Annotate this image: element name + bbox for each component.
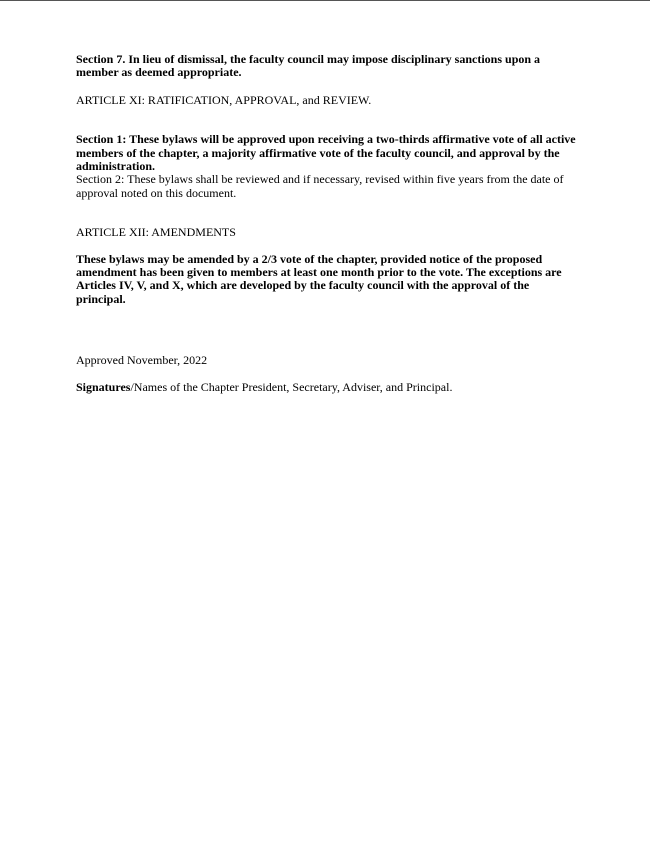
section-7-text: Section 7. In lieu of dismissal, the faculty council may impose disciplinary sanctions upon a member as deemed appropriate.: [76, 52, 541, 80]
article-12-heading: ARTICLE XII: AMENDMENTS: [76, 225, 236, 240]
article-11-section-2: Section 2: These bylaws shall be reviewed and if necessary, revised within five years from the date of approval noted on this document.: [76, 172, 564, 200]
article-11-section-1: Section 1: These bylaws will be approved upon receiving a two-thirds affirmative vote of all active members of the chapter, a majority affirmative vote of the faculty council, and approval by the administration.: [76, 132, 576, 174]
article-11-heading: ARTICLE XI: RATIFICATION, APPROVAL, and REVIEW.: [76, 92, 372, 107]
approval-date: Approved November, 2022: [76, 353, 208, 368]
signatures-text: /Names of the Chapter President, Secretary, Adviser, and Principal.: [130, 379, 453, 394]
signatures-line: [76, 381, 576, 394]
article-12-body: These bylaws may be amended by a 2/3 vote of the chapter, provided notice of the proposed amendment has been given to members at least one month prior to the vote. The exceptions are Articles IV, V, and X, which are developed by the faculty council with the approval of the principal.: [76, 251, 562, 306]
document-page: [76, 53, 576, 394]
signatures-label: Signatures: [76, 379, 131, 394]
page-top-border: [0, 0, 650, 1]
